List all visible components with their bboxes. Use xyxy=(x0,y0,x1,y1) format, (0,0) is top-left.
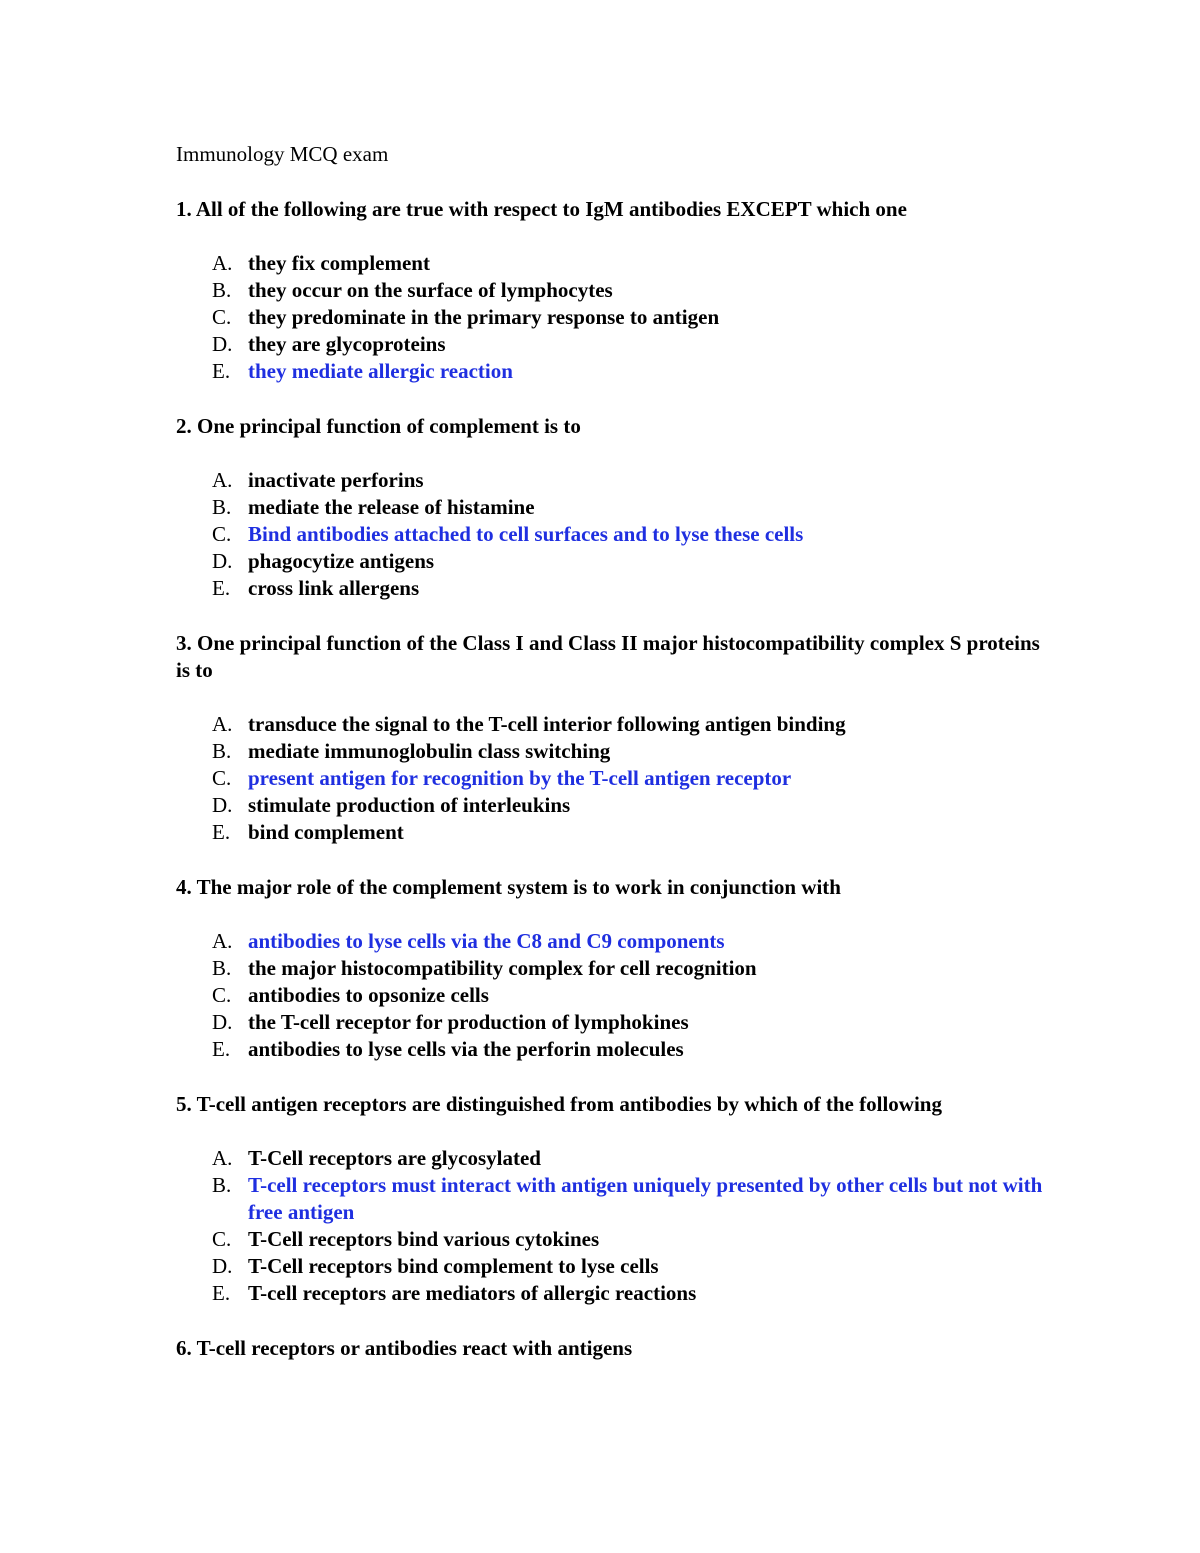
answer-option xyxy=(176,1253,1056,1280)
option-text: present antigen for recognition by the T-cell antigen receptor xyxy=(248,766,792,790)
question-2 xyxy=(176,413,1056,602)
option-list xyxy=(176,250,1056,385)
option-text: T-Cell receptors are glycosylated xyxy=(248,1146,541,1170)
option-letter: C. xyxy=(212,305,232,329)
option-text: the T-cell receptor for production of lymphokines xyxy=(248,1010,689,1034)
question-stem: 1. All of the following are true with respect to IgM antibodies EXCEPT which one xyxy=(176,197,907,221)
option-text: cross link allergens xyxy=(248,576,420,600)
option-letter: A. xyxy=(212,929,233,953)
answer-option xyxy=(176,250,1056,277)
option-letter: B. xyxy=(212,1173,232,1197)
answer-option xyxy=(176,982,1056,1009)
answer-option-correct xyxy=(176,928,1056,955)
answer-option xyxy=(176,792,1056,819)
answer-option xyxy=(176,1009,1056,1036)
option-letter: B. xyxy=(212,956,232,980)
answer-option xyxy=(176,331,1056,358)
option-letter: A. xyxy=(212,468,233,492)
option-letter: D. xyxy=(212,1010,233,1034)
question-stem: 6. T-cell receptors or antibodies react with antigens xyxy=(176,1336,633,1360)
answer-option-correct xyxy=(176,765,1056,792)
question-4 xyxy=(176,874,1056,1063)
option-text: antibodies to lyse cells via the C8 and C9 components xyxy=(248,929,725,953)
answer-option xyxy=(176,304,1056,331)
option-text: stimulate production of interleukins xyxy=(248,793,571,817)
answer-option-correct xyxy=(176,358,1056,385)
option-text: T-Cell receptors bind complement to lyse cells xyxy=(248,1254,659,1278)
answer-option xyxy=(176,1145,1056,1172)
answer-option xyxy=(176,467,1056,494)
document-page xyxy=(176,141,1056,1390)
option-text: phagocytize antigens xyxy=(248,549,435,573)
option-letter: E. xyxy=(212,1281,231,1305)
answer-option xyxy=(176,277,1056,304)
option-letter: B. xyxy=(212,278,232,302)
option-letter: C. xyxy=(212,522,232,546)
option-text: they are glycoproteins xyxy=(248,332,446,356)
option-list xyxy=(176,928,1056,1063)
question-list xyxy=(176,196,1056,1362)
option-text: they fix complement xyxy=(248,251,430,275)
answer-option xyxy=(176,575,1056,602)
option-letter: E. xyxy=(212,576,231,600)
answer-option-correct xyxy=(176,521,1056,548)
question-6 xyxy=(176,1335,1056,1362)
question-stem: 3. One principal function of the Class I and Class II major histocompatibility complex S proteins is to xyxy=(176,631,1040,682)
answer-option xyxy=(176,1280,1056,1307)
option-text: T-cell receptors must interact with antigen uniquely presented by other cells but not with free antigen xyxy=(248,1173,1043,1224)
option-text: they occur on the surface of lymphocytes xyxy=(248,278,613,302)
option-list xyxy=(176,1145,1056,1307)
option-letter: A. xyxy=(212,251,233,275)
option-letter: C. xyxy=(212,983,232,1007)
option-letter: C. xyxy=(212,766,232,790)
option-text: antibodies to lyse cells via the perforin molecules xyxy=(248,1037,684,1061)
option-letter: D. xyxy=(212,549,233,573)
answer-option-correct xyxy=(176,1172,1056,1226)
option-text: they predominate in the primary response to antigen xyxy=(248,305,720,329)
option-letter: A. xyxy=(212,1146,233,1170)
option-text: antibodies to opsonize cells xyxy=(248,983,489,1007)
option-text: Bind antibodies attached to cell surfaces and to lyse these cells xyxy=(248,522,804,546)
option-text: T-Cell receptors bind various cytokines xyxy=(248,1227,600,1251)
option-text: T-cell receptors are mediators of allergic reactions xyxy=(248,1281,697,1305)
option-letter: D. xyxy=(212,332,233,356)
option-text: they mediate allergic reaction xyxy=(248,359,513,383)
option-letter: D. xyxy=(212,793,233,817)
answer-option xyxy=(176,738,1056,765)
page-title: Immunology MCQ exam xyxy=(176,142,389,166)
option-text: bind complement xyxy=(248,820,404,844)
option-text: the major histocompatibility complex for cell recognition xyxy=(248,956,757,980)
answer-option xyxy=(176,711,1056,738)
answer-option xyxy=(176,548,1056,575)
option-letter: E. xyxy=(212,820,231,844)
question-stem: 4. The major role of the complement system is to work in conjunction with xyxy=(176,875,841,899)
answer-option xyxy=(176,1036,1056,1063)
option-letter: A. xyxy=(212,712,233,736)
answer-option xyxy=(176,494,1056,521)
option-list xyxy=(176,711,1056,846)
option-text: mediate the release of histamine xyxy=(248,495,535,519)
question-5 xyxy=(176,1091,1056,1307)
answer-option xyxy=(176,955,1056,982)
option-letter: B. xyxy=(212,495,232,519)
question-3 xyxy=(176,630,1056,846)
option-letter: C. xyxy=(212,1227,232,1251)
option-letter: E. xyxy=(212,1037,231,1061)
question-1 xyxy=(176,196,1056,385)
question-stem: 5. T-cell antigen receptors are distinguished from antibodies by which of the following xyxy=(176,1092,942,1116)
option-letter: D. xyxy=(212,1254,233,1278)
option-text: inactivate perforins xyxy=(248,468,424,492)
option-text: mediate immunoglobulin class switching xyxy=(248,739,611,763)
option-list xyxy=(176,467,1056,602)
option-letter: B. xyxy=(212,739,232,763)
option-letter: E. xyxy=(212,359,231,383)
question-stem: 2. One principal function of complement is to xyxy=(176,414,581,438)
option-text: transduce the signal to the T-cell interior following antigen binding xyxy=(248,712,846,736)
answer-option xyxy=(176,819,1056,846)
answer-option xyxy=(176,1226,1056,1253)
